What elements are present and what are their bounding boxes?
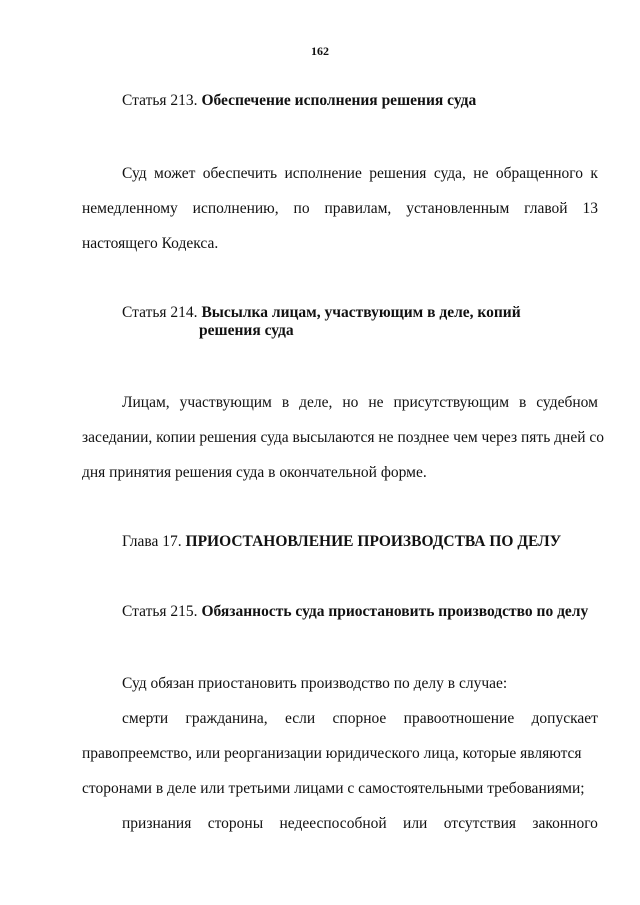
word: немедленному xyxy=(82,200,178,217)
article-215-body-line-5 xyxy=(122,815,598,833)
article-214-body-line-2: заседании, копии решения суда высылаются не позднее чем через пять дней со xyxy=(82,429,604,446)
word: участвующим xyxy=(179,394,272,411)
word: недееспособной xyxy=(279,815,387,832)
word: судебном xyxy=(536,394,598,411)
article-214-heading xyxy=(122,304,521,322)
word: если xyxy=(284,710,316,727)
word: к xyxy=(590,165,598,182)
word: суда, xyxy=(433,165,466,182)
word: обращенного xyxy=(495,165,584,182)
article-214-body-line-1 xyxy=(122,394,598,412)
article-213-body-line-1 xyxy=(122,165,598,183)
article-215-prefix: Статья 215. xyxy=(122,603,198,620)
word: гражданина, xyxy=(185,710,268,727)
word: по xyxy=(293,200,310,217)
word: деле, xyxy=(299,394,333,411)
article-215-body-line-2 xyxy=(122,710,598,728)
word: не xyxy=(368,394,384,411)
page-number: 162 xyxy=(311,44,329,58)
word: Лицам, xyxy=(122,394,170,411)
word: смерти xyxy=(122,710,169,727)
word: правоотношение xyxy=(403,710,515,727)
word: установленным xyxy=(406,200,510,217)
word: в xyxy=(281,394,290,411)
article-213-heading xyxy=(122,92,476,110)
article-214-body-line-3: дня принятия решения суда в окончательной форме. xyxy=(82,464,427,481)
word: законного xyxy=(532,815,598,832)
word: стороны xyxy=(207,815,264,832)
word: обеспечить xyxy=(202,165,278,182)
word: присутствующим xyxy=(393,394,510,411)
word: исполнение xyxy=(284,165,362,182)
article-215-body-line-1: Суд обязан приостановить производство по делу в случае: xyxy=(122,675,508,692)
article-215-heading xyxy=(122,603,588,621)
article-215-title: Обязанность суда приостановить производство по делу xyxy=(201,603,589,620)
word: главой xyxy=(524,200,568,217)
article-214-prefix: Статья 214. xyxy=(122,304,198,321)
word: допускает xyxy=(531,710,598,727)
article-215-body-line-3: правопреемство, или реорганизации юридического лица, которые являются xyxy=(82,745,582,762)
word: 13 xyxy=(582,200,598,217)
word: не xyxy=(473,165,489,182)
word: исполнению, xyxy=(192,200,279,217)
word: или xyxy=(403,815,428,832)
article-214-title-line-2: решения суда xyxy=(199,322,294,339)
word: правилам, xyxy=(324,200,392,217)
chapter-17-prefix: Глава 17. xyxy=(122,533,182,550)
word: но xyxy=(342,394,359,411)
word: признания xyxy=(122,815,192,832)
article-213-body-line-2 xyxy=(82,200,598,218)
chapter-17-title: ПРИОСТАНОВЛЕНИЕ ПРОИЗВОДСТВА ПО ДЕЛУ xyxy=(185,533,562,550)
article-213-title: Обеспечение исполнения решения суда xyxy=(201,92,477,109)
article-214-title-line-1: Высылка лицам, участвующим в деле, копий xyxy=(201,304,521,321)
word: Суд xyxy=(122,165,147,182)
word: в xyxy=(518,394,527,411)
word: спорное xyxy=(332,710,387,727)
word: может xyxy=(154,165,196,182)
word: решения xyxy=(369,165,427,182)
article-215-body-line-4: сторонами в деле или третьими лицами с самостоятельными требованиями; xyxy=(82,780,585,797)
word: отсутствия xyxy=(443,815,517,832)
article-213-body-line-3: настоящего Кодекса. xyxy=(82,235,219,252)
chapter-17-heading xyxy=(122,533,561,551)
article-213-prefix: Статья 213. xyxy=(122,92,198,109)
